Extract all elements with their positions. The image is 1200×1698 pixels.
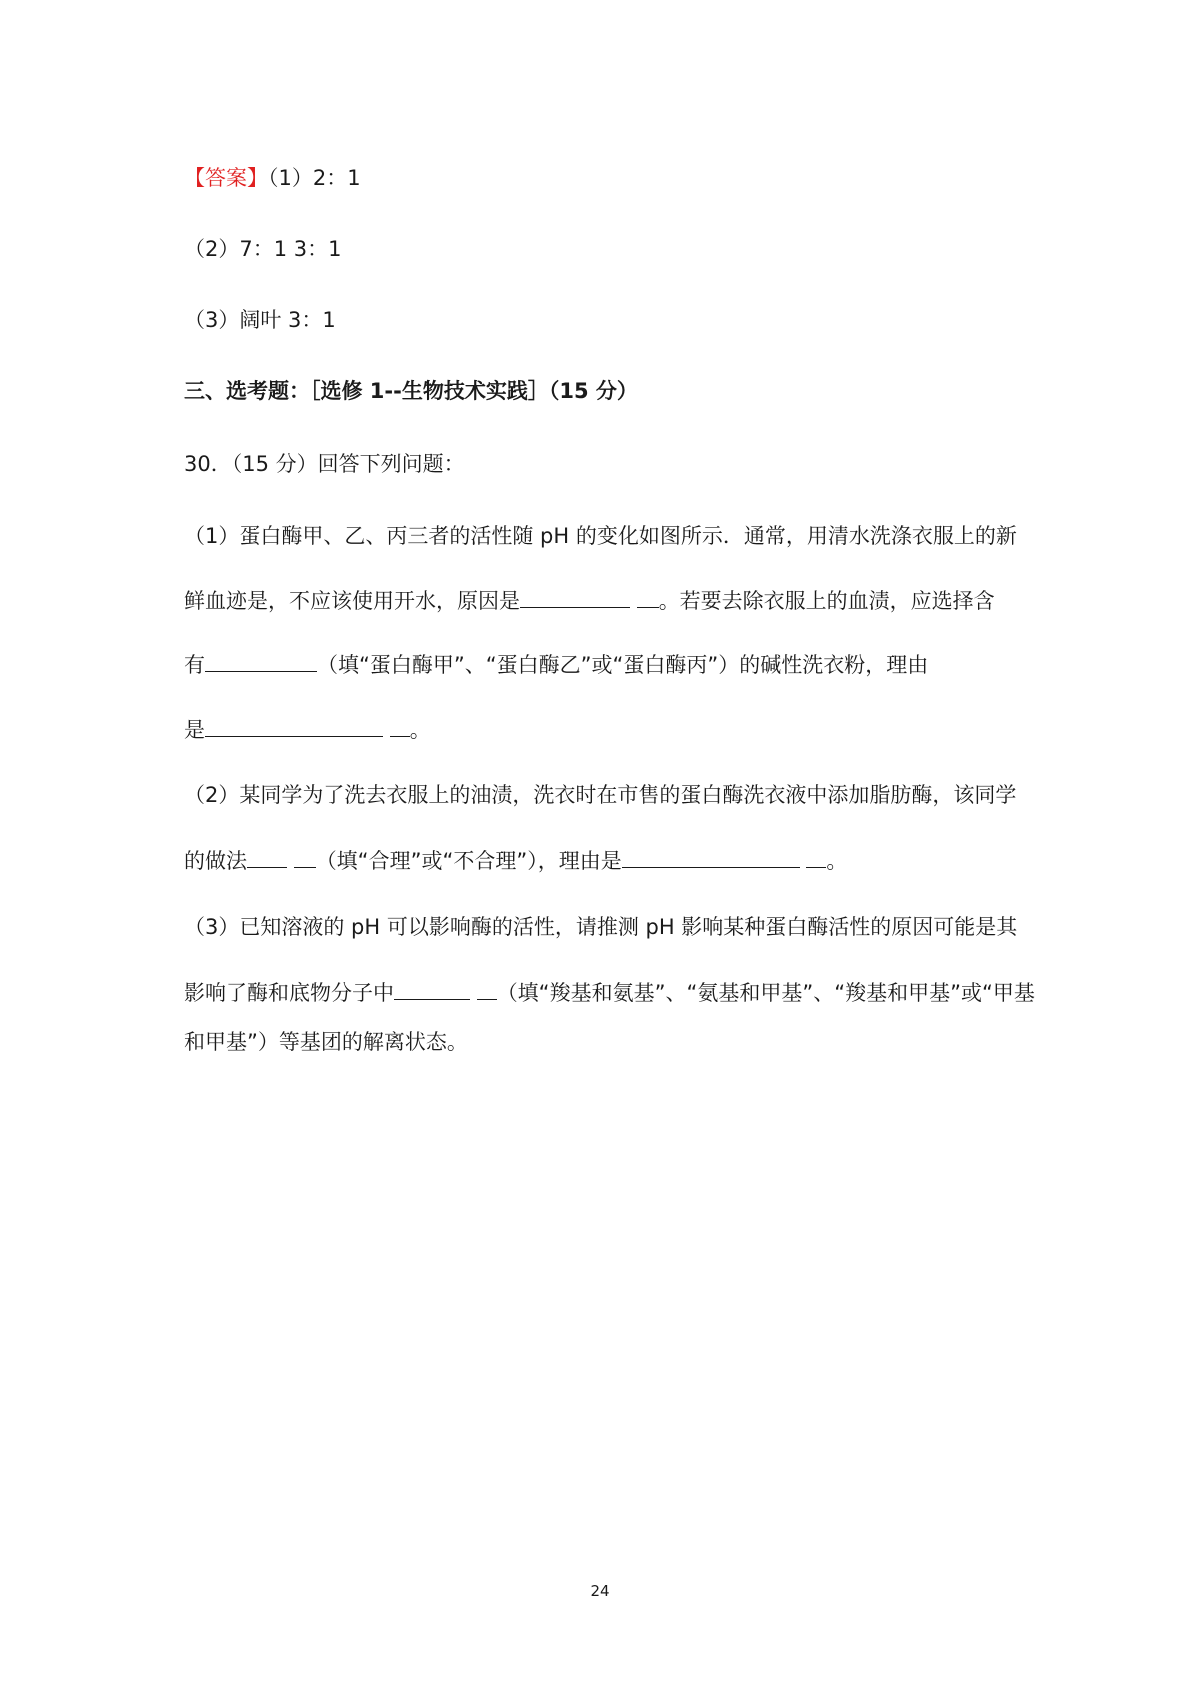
answer-line-3 xyxy=(184,305,336,335)
q1-line-2 xyxy=(184,586,995,616)
q2-blank-1[interactable] xyxy=(247,847,287,868)
q1-text-4a: 是 xyxy=(184,718,205,742)
q2-text-1: （2）某同学为了洗去衣服上的油渍，洗衣时在市售的蛋白酶洗衣液中添加脂肪酶，该同学 xyxy=(184,783,1017,807)
q1-text-1: （1）蛋白酶甲、乙、丙三者的活性随 pH 的变化如图所示．通常，用清水洗涤衣服上的新 xyxy=(184,524,1017,548)
q1-line-4 xyxy=(184,715,431,745)
q3-text-3: 和甲基”）等基团的解离状态。 xyxy=(184,1030,468,1054)
answer-part-2: （2）7：1 3：1 xyxy=(184,237,342,261)
q2-text-2b: （填“合理”或“不合理”），理由是 xyxy=(315,849,622,873)
q3-line-3 xyxy=(184,1027,468,1057)
q2-blank-2-tail xyxy=(806,847,826,868)
q1-blank-3[interactable] xyxy=(205,716,383,737)
q3-blank-1[interactable] xyxy=(394,979,470,1000)
q3-line-1 xyxy=(184,912,1017,942)
q1-blank-2[interactable] xyxy=(205,651,317,672)
question-number: 30．（15 分）回答下列问题： xyxy=(184,452,465,476)
q1-line-1 xyxy=(184,521,1017,551)
q3-line-2 xyxy=(184,978,1035,1008)
page-number: 24 xyxy=(590,1582,610,1600)
q2-line-2 xyxy=(184,846,847,876)
q2-text-2a: 的做法 xyxy=(184,849,247,873)
answer-tag: 【答案】 xyxy=(184,166,268,190)
q1-text-2b: 。若要去除衣服上的血渍，应选择含 xyxy=(658,589,995,613)
q1-blank-1-tail xyxy=(637,587,659,608)
q1-line-3 xyxy=(184,650,928,680)
q3-text-2a: 影响了酶和底物分子中 xyxy=(184,981,394,1005)
q3-blank-1-tail xyxy=(477,979,497,1000)
q1-blank-3-tail xyxy=(390,716,410,737)
q1-text-3b: （填“蛋白酶甲”、“蛋白酶乙”或“蛋白酶丙”）的碱性洗衣粉，理由 xyxy=(317,653,929,677)
q2-text-2c: 。 xyxy=(826,849,848,873)
q2-blank-2[interactable] xyxy=(622,847,800,868)
answer-line-1 xyxy=(184,163,361,193)
q2-line-1 xyxy=(184,780,1016,810)
q1-blank-1[interactable] xyxy=(520,587,630,608)
question-number-line xyxy=(184,449,465,479)
q1-text-2a: 鲜血迹是，不应该使用开水，原因是 xyxy=(184,589,520,613)
q3-text-2b: （填“羧基和氨基”、“氨基和甲基”、“羧基和甲基”或“甲基 xyxy=(496,981,1035,1005)
q1-text-3a: 有 xyxy=(184,653,205,677)
q3-text-1: （3）已知溶液的 pH 可以影响酶的活性，请推测 pH 影响某种蛋白酶活性的原因可能是其 xyxy=(184,915,1018,939)
answer-line-2 xyxy=(184,234,341,264)
q1-text-4b: 。 xyxy=(409,718,431,742)
answer-part-3: （3）阔叶 3：1 xyxy=(184,308,336,332)
answer-part-1: （1）2：1 xyxy=(268,166,361,190)
section-heading xyxy=(184,376,638,406)
q2-blank-1-tail xyxy=(294,847,316,868)
section-heading-text: 三、选考题：［选修 1--生物技术实践］（15 分） xyxy=(184,379,638,403)
